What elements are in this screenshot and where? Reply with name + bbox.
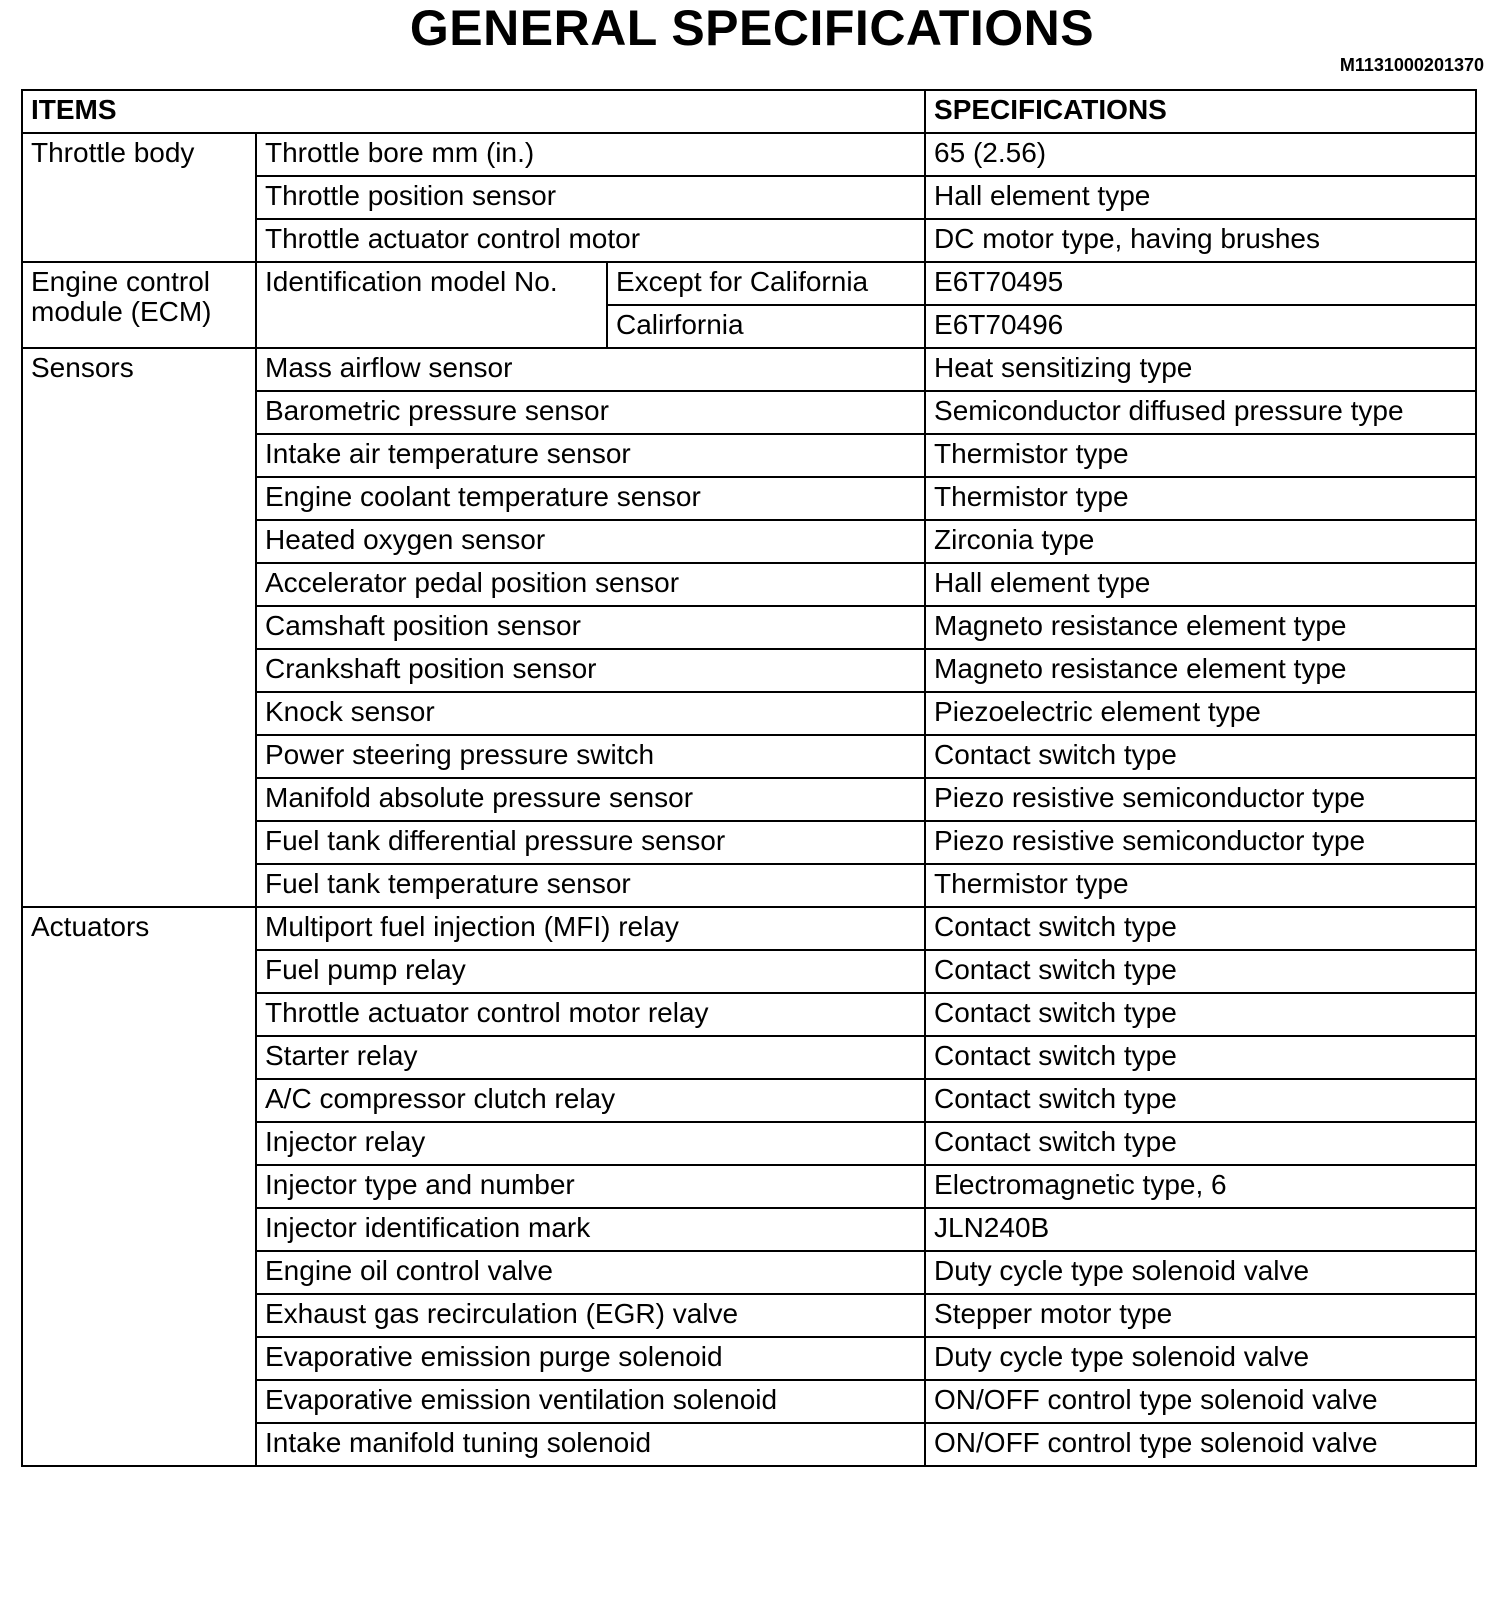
spec-cell: ON/OFF control type solenoid valve: [925, 1423, 1476, 1466]
variant-cell: Calirfornia: [607, 305, 925, 348]
spec-cell: Piezoelectric element type: [925, 692, 1476, 735]
spec-cell: E6T70496: [925, 305, 1476, 348]
identification-model-label: Identification model No.: [256, 262, 607, 348]
table-header-row: [22, 90, 1476, 133]
spec-cell: Duty cycle type solenoid valve: [925, 1337, 1476, 1380]
item-cell: Fuel tank temperature sensor: [256, 864, 925, 907]
spec-cell: Piezo resistive semiconductor type: [925, 821, 1476, 864]
table-row: [22, 348, 1476, 391]
page-title: GENERAL SPECIFICATIONS: [409, 0, 1095, 56]
spec-cell: Semiconductor diffused pressure type: [925, 391, 1476, 434]
item-cell: Crankshaft position sensor: [256, 649, 925, 692]
spec-cell: Hall element type: [925, 563, 1476, 606]
spec-cell: Stepper motor type: [925, 1294, 1476, 1337]
spec-cell: 65 (2.56): [925, 133, 1476, 176]
item-cell: Power steering pressure switch: [256, 735, 925, 778]
item-cell: Mass airflow sensor: [256, 348, 925, 391]
item-cell: Throttle actuator control motor relay: [256, 993, 925, 1036]
variant-cell: Except for California: [607, 262, 925, 305]
item-cell: Throttle actuator control motor: [256, 219, 925, 262]
item-cell: Multiport fuel injection (MFI) relay: [256, 907, 925, 950]
header-specifications: SPECIFICATIONS: [925, 90, 1476, 133]
item-cell: Manifold absolute pressure sensor: [256, 778, 925, 821]
spec-cell: Duty cycle type solenoid valve: [925, 1251, 1476, 1294]
spec-cell: Magneto resistance element type: [925, 649, 1476, 692]
spec-cell: Contact switch type: [925, 1122, 1476, 1165]
item-cell: Accelerator pedal position sensor: [256, 563, 925, 606]
item-cell: Fuel tank differential pressure sensor: [256, 821, 925, 864]
item-cell: Intake air temperature sensor: [256, 434, 925, 477]
item-cell: Knock sensor: [256, 692, 925, 735]
spec-cell: Contact switch type: [925, 735, 1476, 778]
spec-cell: Contact switch type: [925, 1079, 1476, 1122]
item-cell: Barometric pressure sensor: [256, 391, 925, 434]
item-cell: Heated oxygen sensor: [256, 520, 925, 563]
category-throttle-body: Throttle body: [22, 133, 256, 262]
spec-cell: Zirconia type: [925, 520, 1476, 563]
category-ecm: Engine control module (ECM): [22, 262, 256, 348]
category-sensors: Sensors: [22, 348, 256, 907]
spec-cell: Electromagnetic type, 6: [925, 1165, 1476, 1208]
spec-cell: Contact switch type: [925, 907, 1476, 950]
item-cell: A/C compressor clutch relay: [256, 1079, 925, 1122]
item-cell: Throttle bore mm (in.): [256, 133, 925, 176]
spec-cell: Hall element type: [925, 176, 1476, 219]
specifications-table: [21, 89, 1477, 1467]
table-row: [22, 262, 1476, 305]
spec-cell: ON/OFF control type solenoid valve: [925, 1380, 1476, 1423]
spec-cell: Contact switch type: [925, 993, 1476, 1036]
item-cell: Camshaft position sensor: [256, 606, 925, 649]
spec-cell: JLN240B: [925, 1208, 1476, 1251]
item-cell: Exhaust gas recirculation (EGR) valve: [256, 1294, 925, 1337]
spec-cell: Magneto resistance element type: [925, 606, 1476, 649]
item-cell: Engine coolant temperature sensor: [256, 477, 925, 520]
item-cell: Engine oil control valve: [256, 1251, 925, 1294]
item-cell: Injector identification mark: [256, 1208, 925, 1251]
spec-cell: Heat sensitizing type: [925, 348, 1476, 391]
spec-cell: E6T70495: [925, 262, 1476, 305]
spec-cell: Thermistor type: [925, 434, 1476, 477]
spec-cell: DC motor type, having brushes: [925, 219, 1476, 262]
item-cell: Injector relay: [256, 1122, 925, 1165]
table-row: [22, 907, 1476, 950]
spec-cell: Contact switch type: [925, 950, 1476, 993]
item-cell: Starter relay: [256, 1036, 925, 1079]
document-id: M1131000201370: [1339, 55, 1484, 75]
item-cell: Intake manifold tuning solenoid: [256, 1423, 925, 1466]
category-actuators: Actuators: [22, 907, 256, 1466]
table-row: [22, 133, 1476, 176]
spec-cell: Piezo resistive semiconductor type: [925, 778, 1476, 821]
spec-cell: Thermistor type: [925, 864, 1476, 907]
item-cell: Injector type and number: [256, 1165, 925, 1208]
header-items: ITEMS: [22, 90, 925, 133]
item-cell: Throttle position sensor: [256, 176, 925, 219]
item-cell: Evaporative emission purge solenoid: [256, 1337, 925, 1380]
spec-cell: Contact switch type: [925, 1036, 1476, 1079]
spec-cell: Thermistor type: [925, 477, 1476, 520]
item-cell: Evaporative emission ventilation solenoid: [256, 1380, 925, 1423]
item-cell: Fuel pump relay: [256, 950, 925, 993]
